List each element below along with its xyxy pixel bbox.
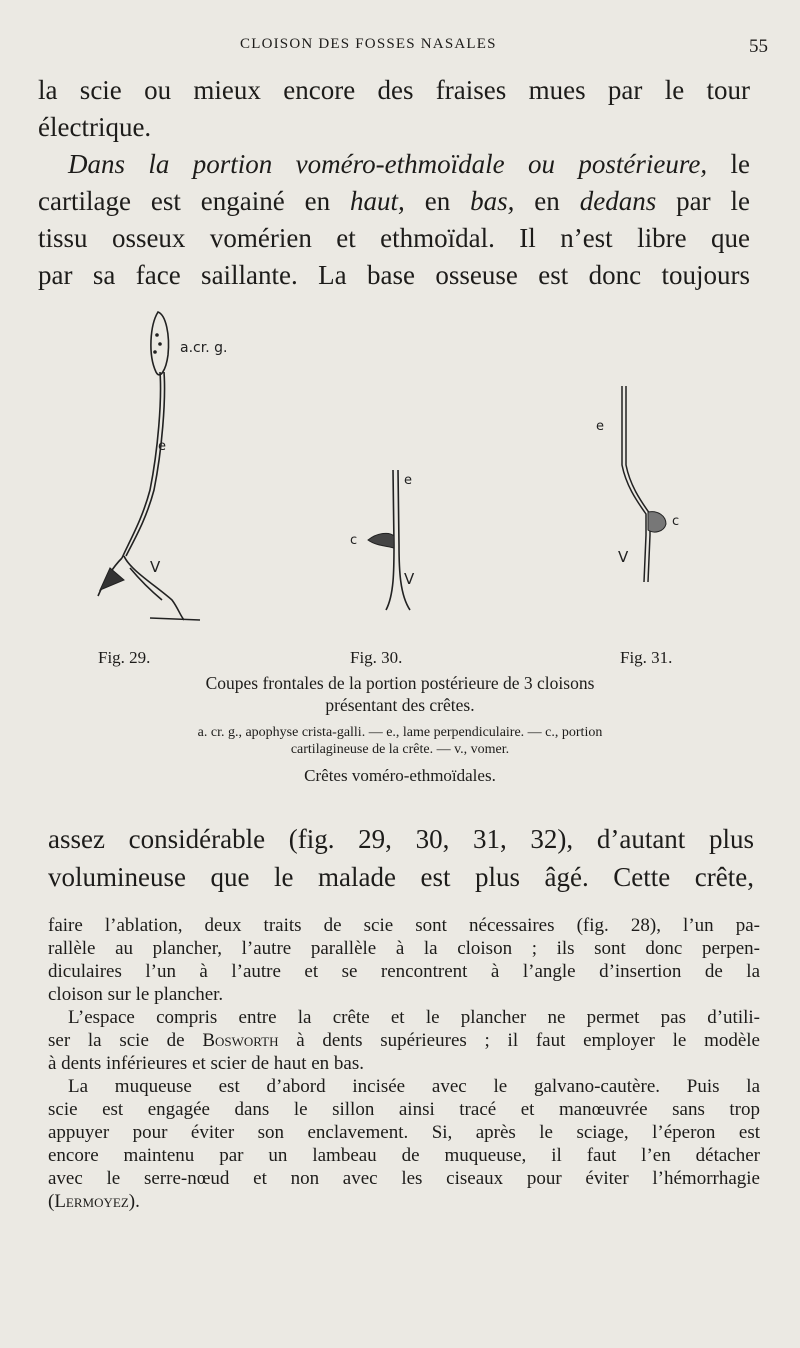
- text-line: rallèle au plancher, l’autre parallèle à la cloison ; ils sont donc perpen-: [48, 938, 760, 959]
- italic-word: dedans: [579, 186, 657, 216]
- text-fragment: (: [48, 1191, 55, 1212]
- figure-caption: [80, 672, 720, 716]
- fig29-label-e: e: [158, 439, 166, 454]
- figure-subcaption: Crêtes voméro-ethmoïdales.: [304, 766, 496, 785]
- text-line: par sa face saillante. La base osseuse est donc toujours: [38, 260, 750, 290]
- text-line: tissu osseux vomérien et ethmoïdal. Il n’est libre que: [38, 223, 750, 253]
- text-line: [38, 146, 750, 183]
- text-line: diculaires l’un à l’autre et se rencontrent à l’angle d’insertion de la: [48, 961, 760, 982]
- legend-line: a. cr. g., apophyse crista-galli. — e., lame perpendiculaire. — c., portion: [197, 725, 603, 740]
- text-line: appuyer pour éviter son enclavement. Si, après le sciage, l’éperon est: [48, 1122, 760, 1143]
- fig31-label-c: c: [672, 514, 680, 529]
- paragraph: [48, 914, 760, 1006]
- fig30-label-c: c: [350, 533, 358, 548]
- figures-area: [0, 300, 800, 650]
- text-fragment: ).: [128, 1191, 140, 1212]
- body-text-middle: [48, 820, 754, 896]
- text-line: la scie ou mieux encore des fraises mues par le tour: [38, 75, 750, 105]
- fig29-label-acrg: a.cr. g.: [180, 340, 228, 356]
- text-line: électrique.: [38, 112, 152, 142]
- fig30-label-v: V: [404, 570, 415, 588]
- author-name: Bosworth: [202, 1030, 279, 1051]
- caption-line: présentant des crêtes.: [325, 695, 475, 715]
- paragraph: [48, 1006, 760, 1075]
- fig31-label-e: e: [596, 419, 604, 434]
- paragraph: [48, 1075, 760, 1213]
- figure-drawings: [0, 300, 800, 650]
- text-line: faire l’ablation, deux traits de scie sont nécessaires (fig. 28), l’un pa-: [48, 915, 760, 936]
- text-line: [48, 1190, 760, 1213]
- italic-phrase: Dans la portion voméro-ethmoïdale ou postérieure,: [68, 149, 708, 179]
- text-line: assez considérable (fig. 29, 30, 31, 32), d’autant plus: [48, 824, 754, 854]
- text-line: volumineuse que le malade est plus âgé. Cette crête,: [48, 862, 754, 892]
- running-head: [0, 36, 800, 60]
- fig31-number: Fig. 31.: [620, 648, 673, 667]
- italic-word: bas,: [470, 186, 515, 216]
- text-line: L’espace compris entre la crête et le plancher ne permet pas d’utili-: [68, 1007, 760, 1028]
- text-line: La muqueuse est d’abord incisée avec le galvano-cautère. Puis la: [68, 1076, 760, 1097]
- figure-legend: [80, 724, 720, 758]
- text-fragment: par le: [656, 186, 751, 216]
- fig31-label-v: V: [618, 548, 629, 566]
- fig31-drawing: [622, 386, 666, 582]
- text-fragment: en: [514, 186, 580, 216]
- author-name: Lermoyez: [54, 1191, 129, 1212]
- caption-line: Coupes frontales de la portion postérieure de 3 cloisons: [205, 673, 595, 693]
- body-text-bottom: [48, 914, 760, 1213]
- text-line: encore maintenu par un lambeau de muqueuse, il faut l’en détacher: [48, 1145, 760, 1166]
- fig30-number: Fig. 30.: [350, 648, 403, 667]
- text-line: à dents inférieures et scier de haut en bas.: [48, 1053, 365, 1074]
- text-line: scie est engagée dans le sillon ainsi tracé et manœuvrée sans trop: [48, 1099, 760, 1120]
- text-fragment: en: [404, 186, 471, 216]
- running-title: CLOISON DES FOSSES NASALES: [240, 36, 497, 52]
- body-text-top: [38, 72, 750, 294]
- text-fragment: cartilage est engainé en: [38, 186, 351, 216]
- text-fragment: à dents supérieures ; il faut employer le modèle: [278, 1030, 760, 1051]
- fig30-label-e: e: [404, 473, 412, 488]
- fig29-label-v: V: [150, 558, 161, 576]
- italic-word: haut,: [350, 186, 405, 216]
- text-line: cloison sur le plancher.: [48, 984, 224, 1005]
- fig29-number: Fig. 29.: [98, 648, 151, 667]
- text-line: [48, 1029, 760, 1052]
- text-line: [38, 183, 750, 220]
- fig29-drawing: [98, 312, 200, 620]
- figure-numbers: [0, 648, 800, 672]
- text-fragment: ser la scie de: [48, 1030, 203, 1051]
- fig30-drawing: [368, 470, 410, 610]
- text-fragment: le: [707, 149, 750, 179]
- page-number: 55: [749, 36, 768, 57]
- legend-line: cartilagineuse de la crête. — v., vomer.: [290, 742, 510, 757]
- text-line: avec le serre-nœud et non avec les ciseaux pour éviter l’hémorrhagie: [48, 1168, 760, 1189]
